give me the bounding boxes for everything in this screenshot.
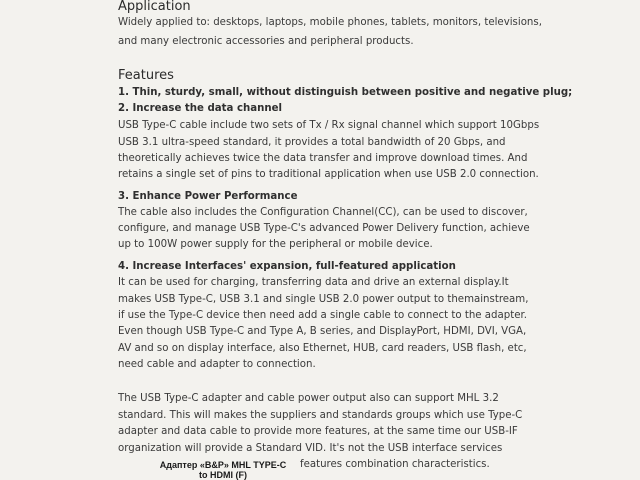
feature-item-3-title: 3. Enhance Power Performance bbox=[118, 191, 298, 202]
closing-paragraph-line: standard. This will makes the suppliers and standards groups which use Type-C bbox=[118, 410, 523, 421]
feature-item-4-line: AV and so on display interface, also Ethernet, HUB, card readers, USB flash, etc, bbox=[118, 343, 527, 354]
feature-item-2-line: USB 3.1 ultra-speed standard, it provides a total bandwidth of 20 Gbps, and bbox=[118, 137, 506, 148]
feature-item-3-line: The cable also includes the Configuration Channel(CC), can be used to discover, bbox=[118, 207, 528, 218]
feature-item-2-line: theoretically achieves twice the data transfer and improve download times. And bbox=[118, 153, 528, 164]
feature-item-4-line: if use the Type-C device then need add a single cable to connect to the adapter. bbox=[118, 310, 527, 321]
product-caption bbox=[158, 460, 288, 480]
feature-item-1: 1. Thin, sturdy, small, without distinguish between positive and negative plug; bbox=[118, 87, 573, 98]
product-caption-line-1: Адаптер «B&P» MHL TYPE-C bbox=[159, 460, 287, 470]
feature-item-2-title: 2. Increase the data channel bbox=[118, 103, 283, 114]
closing-paragraph-line: adapter and data cable to provide more features, at the same time our USB-IF bbox=[118, 426, 518, 437]
feature-item-4-line: It can be used for charging, transferring data and drive an external display.It bbox=[118, 277, 509, 288]
product-caption-line-2: to HDMI (F) bbox=[199, 470, 247, 480]
feature-item-2-line: retains a single set of pins to traditional application when use USB 2.0 connection. bbox=[118, 169, 539, 180]
feature-item-2-line: USB Type-C cable include two sets of Tx / Rx signal channel which support 10Gbps bbox=[118, 120, 540, 131]
closing-paragraph-line: organization will provide a Standard VID. It's not the USB interface services bbox=[118, 443, 503, 454]
feature-item-4-line: makes USB Type-C, USB 3.1 and single USB 2.0 power output to themainstream, bbox=[118, 294, 529, 305]
feature-item-3-line: configure, and manage USB Type-C's advanced Power Delivery function, achieve bbox=[118, 223, 530, 234]
feature-item-4-line: need cable and adapter to connection. bbox=[118, 359, 316, 370]
feature-item-4-line: Even though USB Type-C and Type A, B series, and DisplayPort, HDMI, DVI, VGA, bbox=[118, 326, 527, 337]
closing-paragraph-line: The USB Type-C adapter and cable power output also can support MHL 3.2 bbox=[118, 393, 499, 404]
feature-item-3-line: up to 100W power supply for the peripheral or mobile device. bbox=[118, 239, 433, 250]
application-heading: Application bbox=[118, 0, 191, 14]
closing-paragraph-line: features combination characteristics. bbox=[300, 459, 490, 470]
feature-item-4-title: 4. Increase Interfaces' expansion, full-featured application bbox=[118, 261, 456, 272]
application-text-line: Widely applied to: desktops, laptops, mobile phones, tablets, monitors, televisions, bbox=[118, 17, 542, 28]
features-heading: Features bbox=[118, 68, 174, 83]
application-text-line: and many electronic accessories and peripheral products. bbox=[118, 36, 414, 47]
